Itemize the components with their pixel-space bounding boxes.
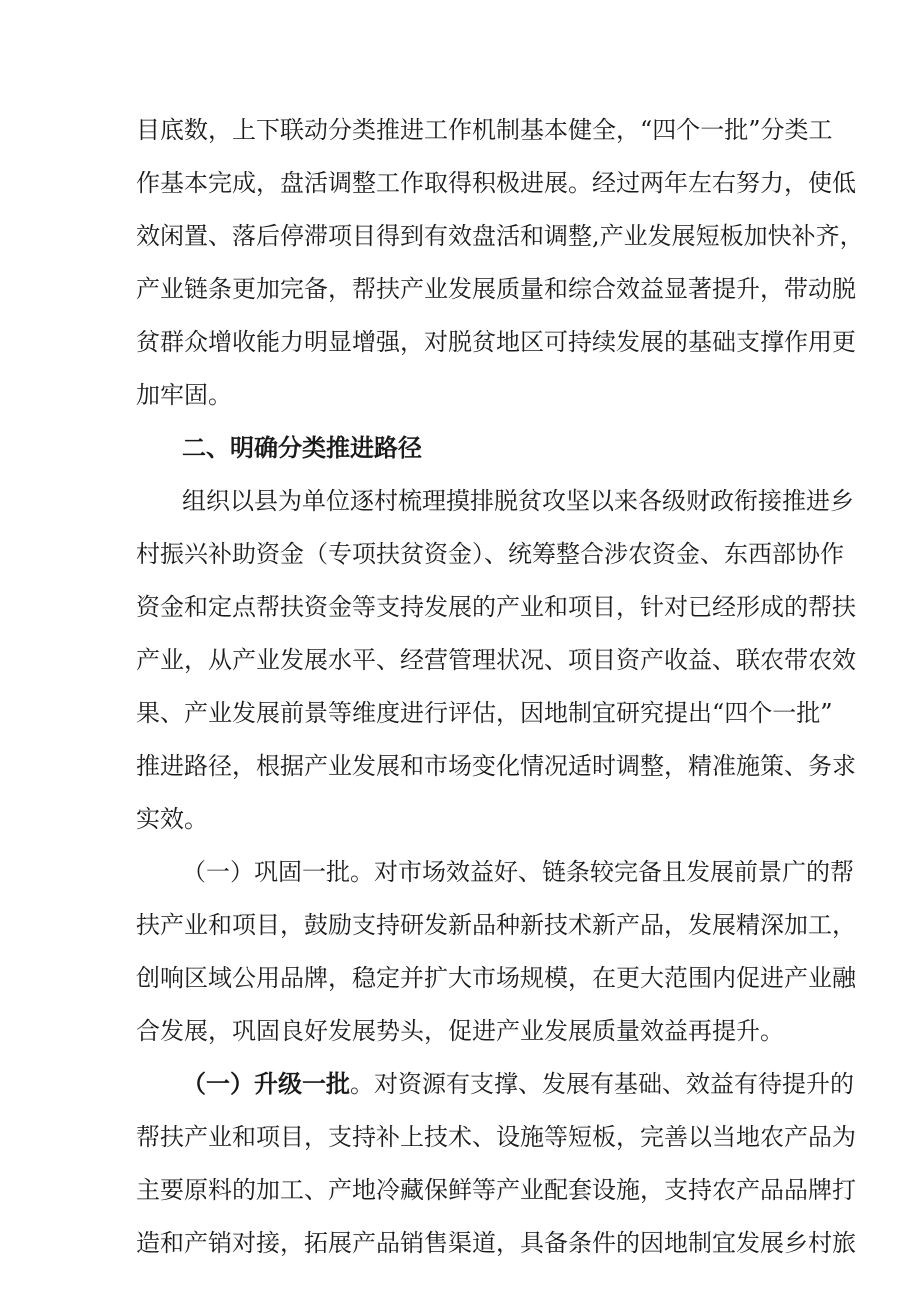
paragraph-line: 造和产销对接，拓展产品销售渠道，具备条件的因地制宜发展乡村旅: [136, 1229, 856, 1257]
subsection-label: （一）升级一批: [182, 1070, 350, 1098]
paragraph-line: 村振兴补助资金（专项扶贫资金）、统筹整合涉农资金、东西部协作: [136, 540, 844, 568]
paragraph-line: 扶产业和项目，鼓励支持研发新品种新技术新产品，发展精深加工，: [136, 911, 856, 939]
paragraph-line: [182, 1069, 920, 1099]
paragraph-line: 合发展，巩固良好发展势头，促进产业发展质量效益再提升。: [136, 1017, 784, 1045]
paragraph-line: 组织以县为单位逐村梳理摸排脱贫攻坚以来各级财政衔接推进乡: [182, 487, 854, 515]
paragraph-line: 果、产业发展前景等维度进行评估，因地制宜研究提出“四个一批”: [136, 699, 833, 727]
subsection-text: 。对资源有支撑、发展有基础、效益有待提升的: [350, 1070, 854, 1098]
paragraph-line: 目底数，上下联动分类推进工作机制基本健全，“四个一批”分类工: [136, 116, 833, 144]
paragraph-line: 帮扶产业和项目，支持补上技术、设施等短板，完善以当地农产品为: [136, 1123, 856, 1151]
paragraph-line: 创响区域公用品牌，稳定并扩大市场规模，在更大范围内促进产业融: [136, 964, 856, 992]
paragraph-line: 效闲置、落后停滞项目得到有效盘活和调整,产业发展短板加快补齐，: [136, 222, 864, 250]
paragraph-line: 作基本完成，盘活调整工作取得积极进展。经过两年左右努力，使低: [136, 169, 856, 197]
paragraph-line: 推进路径，根据产业发展和市场变化情况适时调整，精准施策、务求: [136, 752, 856, 780]
section-heading: 二、明确分类推进路径: [182, 434, 422, 462]
paragraph-line: 产业，从产业发展水平、经营管理状况、项目资产收益、联农带农效: [136, 646, 856, 674]
paragraph-line: 实效。: [136, 805, 208, 833]
paragraph-line: 主要原料的加工、产地冷藏保鲜等产业配套设施，支持农产品品牌打: [136, 1176, 856, 1204]
paragraph-line: 加牢固。: [136, 381, 232, 409]
paragraph-line: 产业链条更加完备，帮扶产业发展质量和综合效益显著提升，带动脱: [136, 275, 856, 303]
paragraph-line: 资金和定点帮扶资金等支持发展的产业和项目，针对已经形成的帮扶: [136, 593, 856, 621]
paragraph-line: （一）巩固一批。对市场效益好、链条较完备且发展前景广的帮: [182, 858, 854, 886]
paragraph-line: 贫群众增收能力明显增强，对脱贫地区可持续发展的基础支撑作用更: [136, 328, 856, 356]
